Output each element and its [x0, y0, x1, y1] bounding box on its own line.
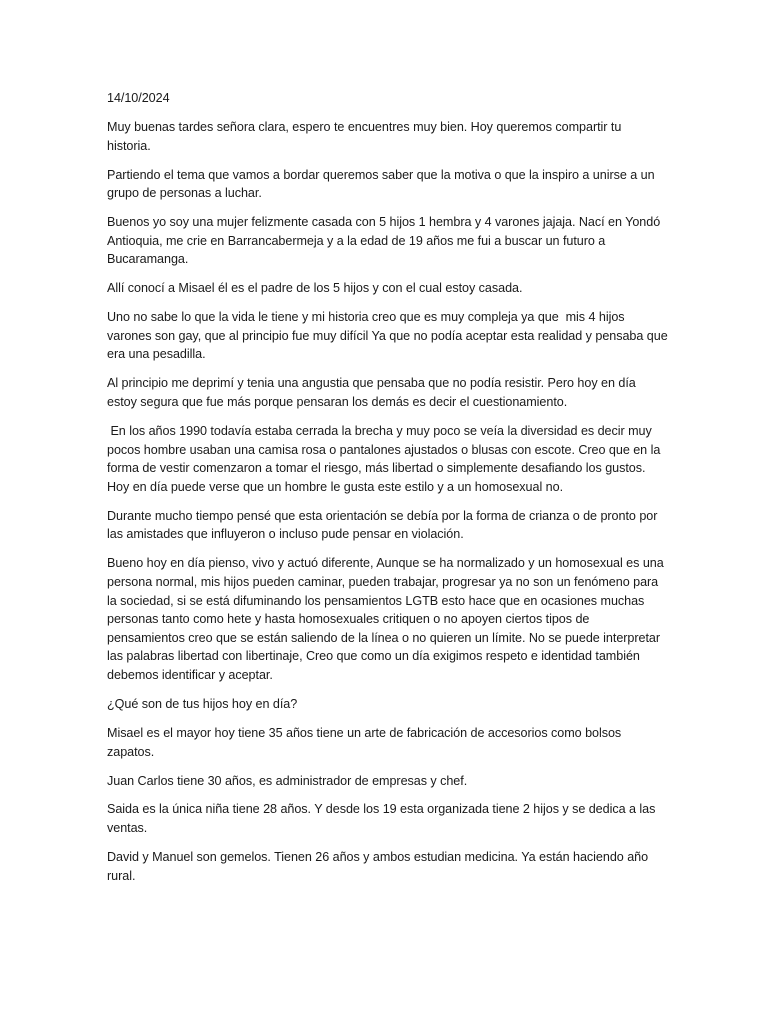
- paragraph-sons: Uno no sabe lo que la vida le tiene y mi historia creo que es muy compleja ya que mis 4 hijos varones son gay, que al principio fue muy difícil Ya que no podía aceptar esta realidad y pensaba que era una pesadilla.: [107, 310, 672, 362]
- paragraph-1990s: En los años 1990 todavía estaba cerrada la brecha y muy poco se veía la diversidad es decir muy pocos hombre usaban una camisa rosa o pantalones ajustados o blusas con escote. Creo que en la forma de vestir comenzaron a tomar el riesgo, más libertad o simplemente desafiando los gustos. Hoy en día puede verse que un hombre le gusta este estilo y a un homosexual no.: [107, 424, 664, 494]
- paragraph-orientation: Durante mucho tiempo pensé que esta orientación se debía por la forma de crianza o de pronto por las amistades que influyeron o incluso pude pensar en violación.: [107, 508, 661, 542]
- paragraph-greeting: Muy buenas tardes señora clara, espero te encuentres muy bien. Hoy queremos compartir tu historia.: [107, 119, 625, 153]
- paragraph-juan-carlos: Juan Carlos tiene 30 años, es administrador de empresas y chef.: [107, 773, 468, 788]
- paragraph-question-children: ¿Qué son de tus hijos hoy en día?: [107, 696, 298, 711]
- paragraph-twins: David y Manuel son gemelos. Tienen 26 años y ambos estudian medicina. Ya están haciendo año rural.: [107, 850, 652, 883]
- document-date: 14/10/2024: [107, 91, 170, 105]
- paragraph-depression: Al principio me deprimí y tenia una angustia que pensaba que no podía resistir. Pero hoy en día estoy segura que fue más porque pensaran los demás es decir el cuestionamiento.: [107, 376, 640, 410]
- paragraph-saida: Saida es la única niña tiene 28 años. Y desde los 19 esta organizada tiene 2 hijos y se dedica a las ventas.: [107, 802, 659, 836]
- paragraph-misael: Misael es el mayor hoy tiene 35 años tiene un arte de fabricación de accesorios como bolsos zapatos.: [107, 725, 625, 759]
- paragraph-family-origin: Buenos yo soy una mujer felizmente casada con 5 hijos 1 hembra y 4 varones jajaja. Nací en Yondó Antioquia, me crie en Barrancabermeja y a la edad de 19 años me fui a buscar un futuro a Bucaramanga.: [107, 215, 663, 267]
- paragraph-question-motivation: Partiendo el tema que vamos a bordar queremos saber que la motiva o que la inspiro a unirse a un grupo de personas a luchar.: [107, 167, 659, 201]
- paragraph-husband: Allí conocí a Misael él es el padre de los 5 hijos y con el cual estoy casada.: [107, 281, 523, 296]
- paragraph-today: Bueno hoy en día pienso, vivo y actuó diferente, Aunque se ha normalizado y un homosexual es una persona normal, mis hijos pueden caminar, pueden trabajar, progresar ya no son un fenómeno para la sociedad, si se está difuminando los pensamientos LGTB esto hace que en ocasiones muchas personas tanto como hete y hasta homosexuales critiquen o no apoyen ciertos tipos de pensamientos creo que se están saliendo de la línea o no quieren un límite. No se puede interpretar las palabras libertad con libertinaje, Creo que como un día exigimos respeto e identidad también debemos identificar y aceptar.: [107, 556, 668, 682]
